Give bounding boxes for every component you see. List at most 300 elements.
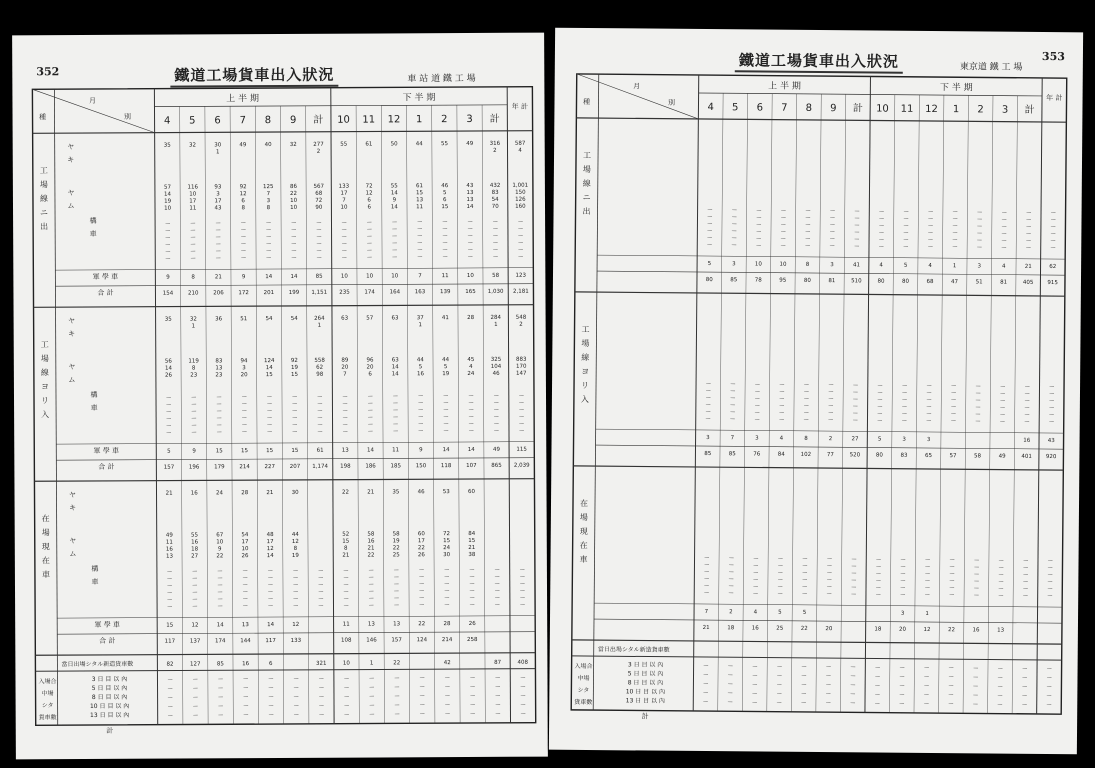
empty-cell: — (293, 581, 299, 588)
footnote-value: 42 (443, 660, 451, 667)
cell-value: 72 (365, 183, 373, 190)
empty-cell: — (419, 602, 425, 609)
empty-cell: — (367, 393, 373, 400)
total-value: 185 (390, 463, 402, 470)
empty-cell: — (777, 576, 783, 583)
summary-value: 85 (315, 273, 323, 280)
empty-cell: — (705, 402, 711, 409)
cell-value: 5 (443, 364, 448, 371)
empty-cell: — (997, 701, 1003, 708)
empty-cell: — (444, 711, 450, 718)
empty-cell: — (318, 602, 324, 609)
total-value: 214 (441, 637, 453, 644)
label-char: 在 (41, 556, 50, 566)
empty-cell: — (494, 580, 500, 587)
grid-line (55, 284, 533, 287)
empty-cell: — (1022, 692, 1028, 699)
empty-cell: — (217, 575, 223, 582)
total-value: 18 (874, 626, 882, 633)
empty-cell: — (492, 225, 498, 232)
empty-cell: — (903, 236, 909, 243)
empty-cell: — (292, 421, 298, 428)
empty-cell: — (366, 247, 372, 254)
cell-value: 43 (214, 205, 222, 212)
empty-cell: — (317, 400, 323, 407)
empty-cell: — (756, 235, 762, 242)
header-corner-type: 別 (124, 112, 132, 121)
empty-cell: — (1024, 404, 1030, 411)
empty-cell: — (291, 219, 297, 226)
empty-cell: — (241, 422, 247, 429)
cell-value: 1 (494, 321, 498, 328)
empty-cell: — (851, 577, 857, 584)
grid-line (33, 131, 533, 134)
cell-value: 94 (240, 358, 248, 365)
cell-value: 22 (417, 545, 425, 552)
empty-cell: — (318, 588, 324, 595)
footnote-row-label: 當日出場シタル新造貨車數 (597, 646, 670, 654)
empty-cell: — (518, 253, 524, 260)
empty-cell: — (973, 592, 979, 599)
empty-cell: — (367, 421, 373, 428)
empty-cell: — (924, 570, 931, 578)
empty-cell: — (731, 207, 737, 214)
empty-cell: — (243, 703, 249, 710)
cell-value: 22 (341, 489, 350, 496)
total-value: 81 (1000, 279, 1008, 286)
empty-cell: — (368, 595, 374, 602)
cell-value: 19 (164, 198, 172, 205)
empty-cell: — (343, 574, 349, 581)
cell-value: 63 (391, 357, 399, 364)
label-char: 線 (40, 368, 49, 378)
bottom-label: シタ (577, 686, 590, 695)
empty-cell: — (727, 699, 733, 706)
total-value: 920 (1045, 454, 1057, 461)
empty-cell: — (494, 594, 500, 601)
header-month: 4 (163, 115, 171, 127)
grid-line (597, 271, 1065, 275)
cell-value: 32 (289, 141, 297, 148)
empty-cell: — (752, 699, 758, 706)
cell-value: 14 (390, 204, 398, 211)
empty-cell: — (805, 242, 811, 249)
empty-cell: — (854, 236, 860, 243)
empty-cell: — (952, 230, 958, 237)
empty-cell: — (878, 229, 884, 236)
empty-cell: — (469, 566, 475, 574)
empty-cell: — (317, 393, 323, 400)
grid-line (594, 603, 1062, 607)
summary-value: 4 (879, 262, 883, 269)
total-value: 150 (415, 463, 427, 470)
cell-value: 28 (467, 314, 475, 322)
cell-value: 53 (442, 489, 450, 496)
cell-value: 58 (392, 531, 400, 538)
cell-value: 46 (417, 489, 425, 496)
summary-value: 3 (706, 435, 710, 442)
empty-cell: — (392, 414, 399, 421)
empty-cell: — (852, 396, 858, 403)
bottom-label: 貨車數 (38, 714, 57, 722)
empty-cell: — (776, 672, 782, 679)
empty-cell: — (1001, 244, 1007, 251)
empty-cell: — (343, 602, 349, 609)
empty-cell: — (240, 248, 246, 255)
cell-value: 3 (216, 191, 220, 198)
empty-cell: — (730, 409, 736, 416)
total-value: 2,181 (512, 288, 529, 295)
empty-cell: — (704, 583, 710, 590)
empty-cell: — (777, 569, 783, 576)
empty-cell: — (291, 233, 297, 240)
label-char: 場 (39, 180, 48, 190)
empty-cell: — (753, 562, 759, 569)
empty-cell: — (393, 602, 400, 609)
label-char: 工 (583, 150, 592, 161)
empty-cell: — (801, 663, 807, 670)
empty-cell: — (419, 595, 425, 602)
empty-cell: — (470, 683, 476, 691)
empty-cell: — (468, 399, 474, 407)
empty-cell: — (802, 555, 808, 562)
empty-cell: — (704, 569, 710, 576)
empty-cell: — (756, 242, 762, 249)
cell-value: 49 (239, 142, 247, 149)
empty-cell: — (779, 395, 785, 402)
empty-cell: — (494, 573, 500, 580)
cell-value: 6 (241, 198, 245, 205)
grid-line (597, 255, 1065, 259)
empty-cell: — (802, 590, 808, 597)
empty-cell: — (344, 684, 350, 691)
header-month: 10 (876, 103, 889, 115)
empty-cell: — (1047, 558, 1053, 565)
empty-cell: — (240, 255, 246, 262)
cell-value: 83 (491, 189, 499, 196)
empty-cell: — (318, 711, 324, 718)
cell-value: 14 (466, 203, 474, 211)
group-label (67, 143, 74, 164)
summary-value: 15 (166, 622, 174, 629)
cell-value: 35 (392, 489, 400, 496)
empty-cell: — (707, 207, 713, 214)
cell-value: 54 (491, 196, 499, 203)
empty-cell: — (442, 233, 448, 240)
summary-value: 2 (828, 436, 833, 443)
summary-value: 8 (805, 261, 810, 268)
total-value: 20 (825, 626, 833, 633)
cell-value: 14 (266, 553, 274, 560)
footnote-value: 85 (216, 661, 224, 668)
empty-cell: — (469, 580, 475, 588)
empty-cell: — (267, 589, 273, 596)
section-label (42, 513, 50, 579)
cell-value: 67 (216, 532, 224, 539)
summary-value: 26 (468, 620, 476, 628)
cell-value: 14 (164, 365, 172, 372)
header-corner-kind: 種 (582, 97, 591, 107)
empty-cell: — (495, 701, 501, 708)
total-value: 139 (439, 289, 451, 296)
empty-cell: — (394, 684, 400, 691)
label-char: ヤ (67, 189, 75, 198)
total-value: 80 (901, 278, 910, 285)
empty-cell: — (753, 590, 759, 597)
empty-cell: — (342, 407, 348, 414)
grid-line (34, 305, 534, 308)
empty-cell: — (368, 602, 374, 609)
cell-value: 10 (290, 204, 298, 211)
empty-cell: — (975, 383, 981, 390)
empty-cell: — (951, 390, 957, 397)
total-value: 146 (366, 637, 377, 644)
empty-cell: — (1046, 693, 1052, 700)
empty-cell: — (167, 703, 173, 710)
empty-cell: — (166, 408, 172, 415)
empty-cell: — (292, 400, 298, 407)
summary-value: 2 (729, 609, 733, 616)
grid-line (255, 106, 258, 724)
footnote-value: 87 (494, 659, 502, 666)
empty-cell: — (805, 235, 811, 242)
empty-cell: — (875, 563, 881, 570)
empty-cell: — (731, 235, 737, 242)
cell-value: 125 (263, 184, 274, 191)
empty-cell: — (419, 574, 425, 581)
empty-cell: — (975, 418, 981, 425)
empty-cell: — (243, 712, 249, 719)
label-char: 場 (581, 338, 590, 349)
empty-cell: — (418, 421, 424, 428)
empty-cell: — (949, 557, 955, 564)
cell-value: 20 (341, 364, 349, 371)
empty-cell: — (394, 675, 400, 682)
empty-cell: — (975, 404, 981, 411)
group-label (68, 317, 75, 338)
summary-value: 4 (1001, 263, 1006, 270)
empty-cell: — (780, 242, 786, 249)
empty-cell: — (900, 591, 906, 598)
empty-cell: — (468, 392, 474, 400)
label-char: ニ (582, 192, 591, 203)
empty-cell: — (190, 220, 196, 227)
grid-line (816, 94, 821, 712)
empty-cell: — (805, 221, 811, 228)
empty-cell: — (519, 587, 525, 594)
cell-value: 170 (515, 363, 527, 370)
cell-value: 21 (342, 552, 350, 559)
empty-cell: — (730, 388, 736, 395)
empty-cell: — (928, 208, 934, 216)
summary-value: 5 (802, 609, 807, 616)
empty-cell: — (854, 215, 860, 222)
empty-cell: — (779, 409, 785, 416)
empty-cell: — (316, 240, 322, 247)
header-month: 9 (289, 114, 297, 126)
empty-cell: — (393, 567, 399, 574)
total-value: 210 (187, 290, 199, 297)
total-value: 401 (1021, 453, 1032, 460)
empty-cell: — (1001, 216, 1007, 223)
table-frame (32, 87, 535, 726)
empty-cell: — (495, 683, 501, 690)
section-label (41, 340, 49, 419)
empty-cell: — (443, 393, 449, 400)
empty-cell: — (705, 409, 711, 416)
empty-cell: — (293, 588, 299, 595)
group-label (69, 491, 76, 512)
empty-cell: — (925, 556, 931, 564)
total-value: 165 (465, 288, 476, 296)
empty-cell: — (519, 566, 525, 573)
cell-value: 61 (365, 141, 373, 148)
total-row-label: 合 計 (97, 288, 114, 297)
empty-cell: — (443, 414, 449, 421)
cell-value: 11 (416, 204, 424, 211)
summary-value: 10 (779, 261, 787, 268)
summary-value: 8 (191, 274, 195, 281)
header-corner-month: 月 (88, 96, 96, 105)
empty-cell: — (366, 219, 372, 226)
empty-cell: — (316, 226, 322, 233)
summary-value: 10 (466, 272, 474, 280)
empty-cell: — (1023, 571, 1029, 578)
cell-value: 1 (317, 322, 322, 329)
total-value: 25 (776, 625, 784, 632)
grid-line (54, 89, 57, 725)
empty-cell: — (369, 702, 375, 709)
header-month: 7 (781, 102, 788, 114)
cell-value: 1 (191, 323, 196, 330)
empty-cell: — (167, 582, 173, 589)
total-value: 235 (339, 289, 350, 296)
total-value: 117 (265, 638, 276, 645)
cell-value: 3 (266, 198, 271, 205)
cell-value: 15 (265, 372, 273, 379)
header-year-total: 年 計 (1046, 93, 1063, 103)
empty-cell: — (368, 588, 374, 595)
cell-value: 126 (515, 196, 526, 203)
total-value: 68 (926, 278, 934, 286)
empty-cell: — (876, 556, 882, 563)
cell-value: 30 (214, 142, 222, 149)
empty-cell: — (1023, 564, 1029, 571)
empty-cell: — (392, 233, 398, 240)
grid-line (280, 106, 283, 724)
summary-value: 15 (240, 448, 249, 455)
cell-value: 587 (514, 140, 526, 147)
cell-value: 15 (443, 538, 451, 545)
total-value: 2,039 (513, 462, 530, 469)
empty-cell: — (394, 702, 400, 709)
grid-line (596, 445, 1064, 449)
page-title: 鐵道工場貨車出入狀況 (170, 64, 338, 88)
cell-value: 15 (342, 538, 350, 545)
empty-cell: — (192, 589, 198, 596)
empty-cell: — (756, 221, 762, 228)
empty-cell: — (317, 414, 323, 421)
summary-row-label: 軍 學 車 (94, 620, 120, 629)
total-value: 85 (704, 451, 712, 458)
footnote-value: 6 (269, 661, 273, 668)
total-value: 157 (163, 464, 175, 471)
empty-cell: — (494, 601, 500, 608)
empty-cell: — (826, 577, 832, 584)
empty-cell: — (492, 253, 498, 260)
cell-value: 4 (518, 147, 522, 154)
empty-cell: — (242, 568, 248, 575)
empty-cell: — (975, 397, 981, 404)
empty-cell: — (492, 239, 498, 246)
cell-value: 45 (467, 356, 475, 364)
total-value: 164 (389, 289, 401, 296)
empty-cell: — (805, 214, 811, 221)
cell-value: 70 (491, 203, 499, 210)
empty-cell: — (167, 694, 173, 701)
empty-cell: — (776, 681, 782, 688)
cell-value: 10 (340, 204, 348, 211)
empty-cell: — (293, 567, 299, 574)
cell-value: 16 (416, 371, 425, 378)
empty-cell: — (242, 596, 248, 603)
empty-cell: — (976, 230, 983, 237)
empty-cell: — (779, 381, 785, 388)
cell-value: 16 (190, 490, 198, 497)
empty-cell: — (342, 428, 348, 435)
empty-cell: — (730, 402, 736, 409)
total-value: 80 (705, 277, 713, 284)
bottom-label: 貨車數 (574, 698, 593, 707)
cell-value: 15 (416, 190, 424, 197)
empty-cell: — (899, 691, 905, 698)
empty-cell: — (1000, 383, 1006, 390)
empty-cell: — (901, 396, 907, 403)
empty-cell: — (318, 595, 324, 602)
empty-cell: — (467, 253, 473, 261)
empty-cell: — (852, 417, 858, 424)
empty-cell: — (444, 574, 450, 581)
day-label: 13 日 目 以 內 (625, 697, 665, 705)
empty-cell: — (1047, 579, 1053, 586)
empty-cell: — (878, 222, 884, 229)
empty-cell: — (731, 214, 737, 221)
empty-cell: — (999, 418, 1005, 425)
empty-cell: — (442, 226, 448, 233)
summary-value: 9 (241, 274, 246, 281)
empty-cell: — (900, 570, 906, 577)
summary-value: 5 (167, 448, 171, 455)
cell-value: 7 (266, 191, 271, 198)
cell-value: 68 (315, 190, 323, 197)
section-label (583, 151, 592, 216)
empty-cell: — (165, 234, 171, 241)
empty-cell: — (470, 701, 476, 709)
empty-cell: — (851, 584, 857, 591)
empty-cell: — (728, 576, 734, 583)
empty-cell: — (444, 588, 450, 595)
empty-cell: — (825, 682, 831, 689)
empty-cell: — (392, 400, 398, 407)
empty-cell: — (291, 254, 297, 261)
summary-value: 14 (267, 622, 275, 629)
total-value: 201 (263, 290, 275, 297)
empty-cell: — (519, 573, 525, 580)
cell-value: 57 (163, 184, 172, 191)
cell-value: 24 (215, 490, 224, 497)
summary-value: 61 (316, 447, 324, 454)
header-month: 6 (214, 115, 221, 127)
